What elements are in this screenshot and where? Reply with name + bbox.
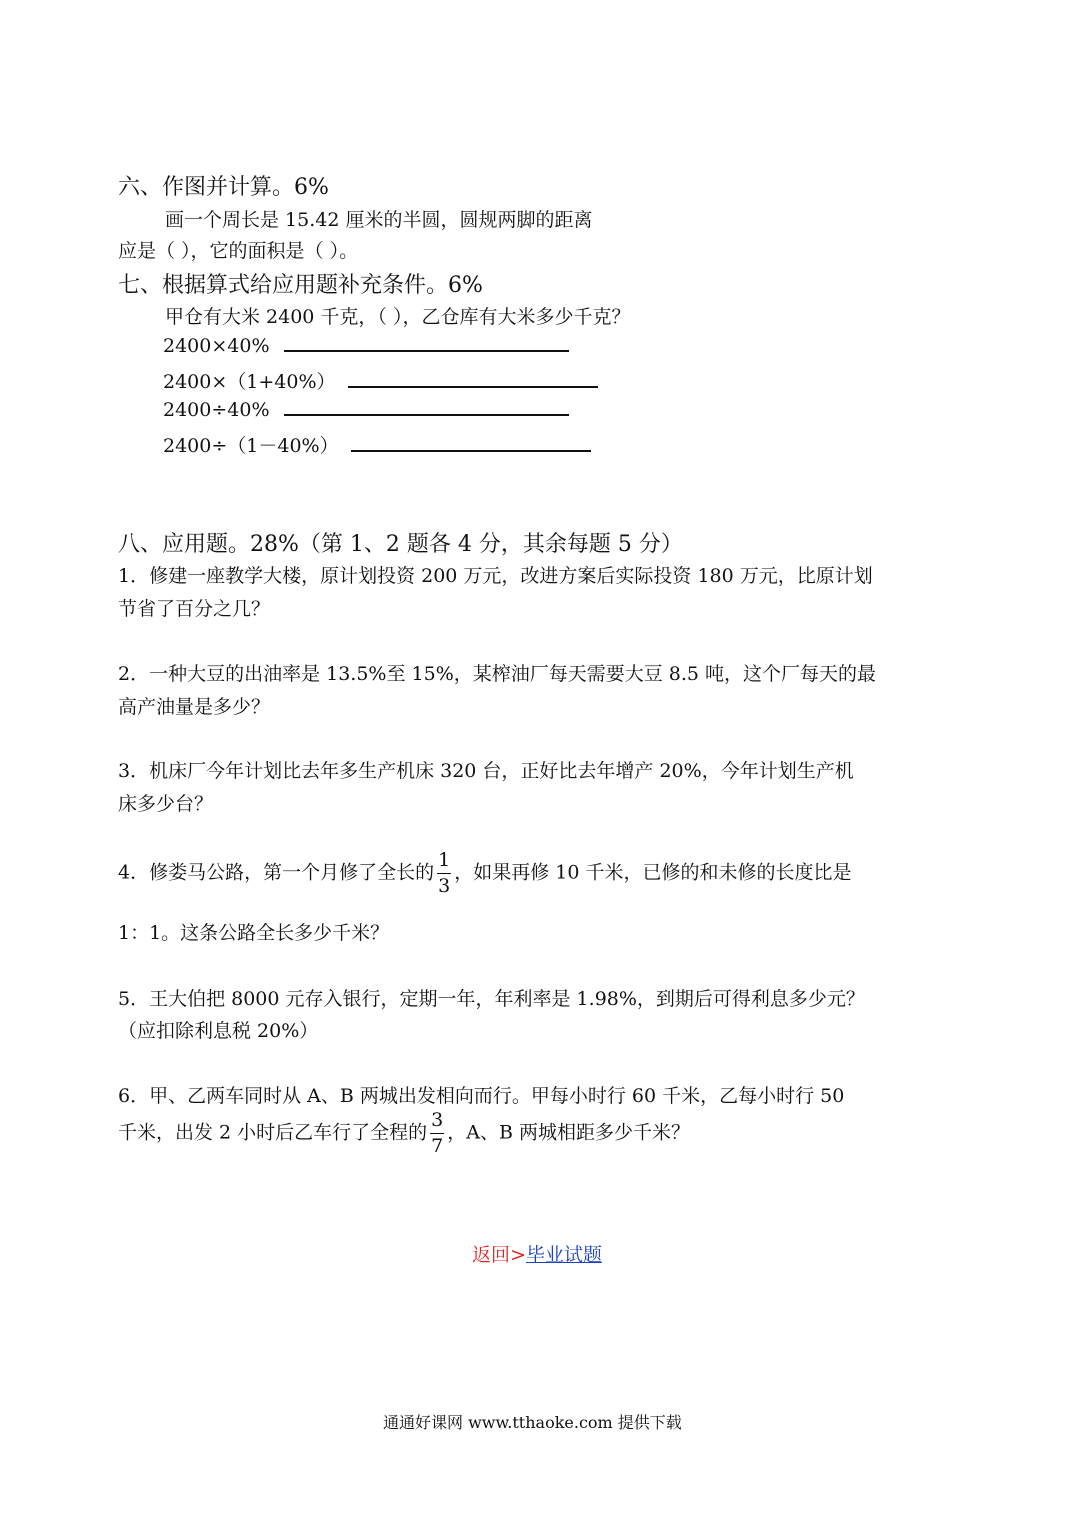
answer-blank-line[interactable] xyxy=(284,413,569,416)
question4-line2: 1：1。这条公路全长多少千米？ xyxy=(118,922,390,944)
question3-line1: 3．机床厂今年计划比去年多生产机床 320 台，正好比去年增产 20%，今年计划生产机 xyxy=(118,760,854,782)
section7-heading: 七、根据算式给应用题补充条件。6% xyxy=(118,273,483,298)
section6-heading: 六、作图并计算。6% xyxy=(118,175,329,200)
separator-arrow-icon: > xyxy=(510,1244,526,1266)
question1-line1: 1．修建一座教学大楼，原计划投资 200 万元，改进方案后实际投资 180 万元，比原计划 xyxy=(118,565,873,587)
fraction-numerator: 3 xyxy=(431,1109,444,1131)
formula-text: 2400×（1+40%） xyxy=(163,371,336,393)
fraction-denominator: 3 xyxy=(438,875,451,897)
answer-blank-line[interactable] xyxy=(348,385,598,388)
section8-heading: 八、应用题。28%（第 1、2 题各 4 分，其余每题 5 分） xyxy=(118,532,683,557)
question6-text-a: 千米，出发 2 小时后乙车行了全程的 xyxy=(118,1121,428,1144)
fraction xyxy=(436,851,452,896)
answer-blank-line[interactable] xyxy=(284,349,569,352)
question3-line2: 床多少台？ xyxy=(118,793,214,815)
formula-row xyxy=(163,399,569,421)
question4-text-a: 4．修娄马公路，第一个月修了全长的 xyxy=(118,861,435,884)
graduation-exam-link[interactable]: 毕业试题 xyxy=(525,1244,602,1266)
formula-text: 2400÷（1－40%） xyxy=(163,435,339,457)
section6-text-line1: 画一个周长是 15.42 厘米的半圆，圆规两脚的距离 xyxy=(165,209,593,231)
section7-intro: 甲仓有大米 2400 千克，（ ），乙仓库有大米多少千克？ xyxy=(165,306,631,328)
formula-text: 2400×40% xyxy=(163,335,270,357)
question5-line2: （应扣除利息税 20%） xyxy=(118,1020,319,1042)
formula-row xyxy=(163,367,598,394)
question1-line2: 节省了百分之几？ xyxy=(118,598,271,620)
question6-line1: 6．甲、乙两车同时从 A、B 两城出发相向而行。甲每小时行 60 千米，乙每小时行 50 xyxy=(118,1085,845,1107)
section6-text-line2: 应是（ ），它的面积是（ ）。 xyxy=(118,240,359,262)
formula-row xyxy=(163,335,569,357)
footer-credit: 通通好课网 www.tthaoke.com 提供下载 xyxy=(383,1413,682,1432)
formula-text: 2400÷40% xyxy=(163,399,270,421)
fraction-denominator: 7 xyxy=(431,1135,444,1157)
fraction xyxy=(429,1111,445,1156)
question4-text-b: ，如果再修 10 千米，已修的和未修的长度比是 xyxy=(454,861,852,884)
question2-line2: 高产油量是多少？ xyxy=(118,696,271,718)
fraction-numerator: 1 xyxy=(438,849,451,871)
back-navigation xyxy=(472,1240,602,1267)
question2-line1: 2．一种大豆的出油率是 13.5%至 15%，某榨油厂每天需要大豆 8.5 吨，这个厂每天的最 xyxy=(118,663,877,685)
question6-text-b: ，A、B 两城相距多少千米？ xyxy=(447,1121,690,1144)
formula-row xyxy=(163,431,591,458)
back-label[interactable]: 返回 xyxy=(472,1244,511,1266)
question4-line1 xyxy=(118,851,851,896)
question5-line1: 5．王大伯把 8000 元存入银行，定期一年，年利率是 1.98%，到期后可得利息多少元？ xyxy=(118,988,865,1010)
answer-blank-line[interactable] xyxy=(351,449,591,452)
question6-line2 xyxy=(118,1111,690,1156)
